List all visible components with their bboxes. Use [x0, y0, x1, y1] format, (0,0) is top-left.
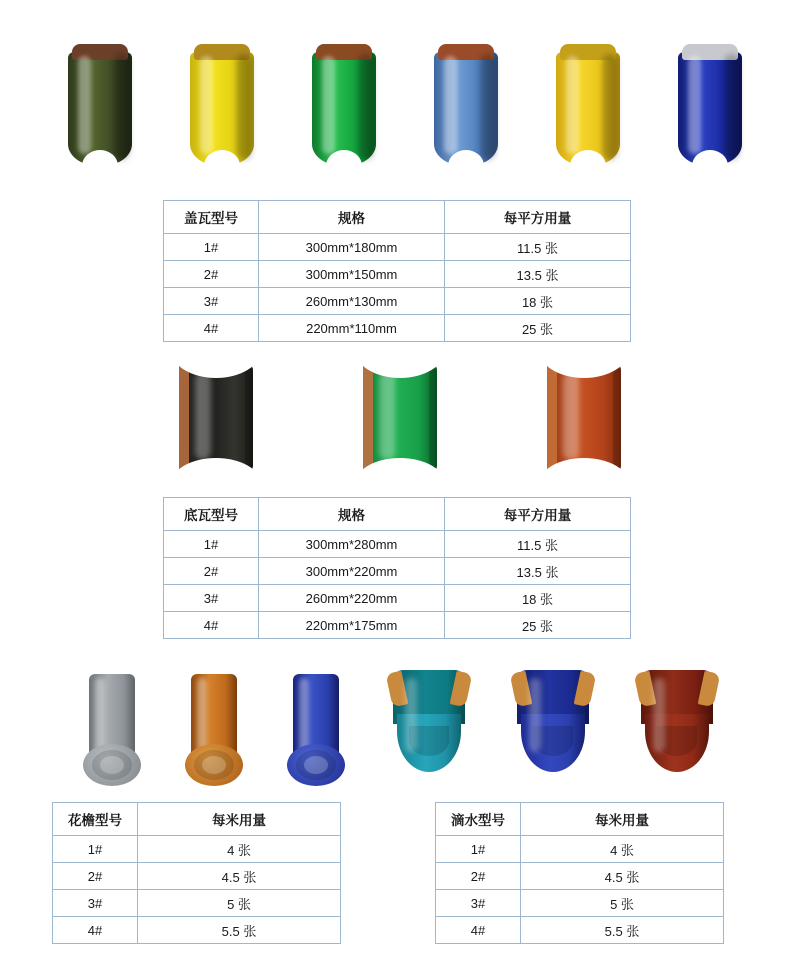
tile-highlight	[200, 56, 213, 154]
tile-highlight	[78, 56, 91, 154]
column-header-model: 盖瓦型号	[164, 201, 259, 234]
cell-model: 2#	[164, 261, 259, 288]
table-row	[164, 558, 631, 585]
cell-size: 300mm*150mm	[259, 261, 445, 288]
eave-and-drip-photo-row	[0, 662, 800, 802]
tile-highlight	[688, 56, 701, 154]
table-row	[53, 890, 341, 917]
tile-shadow	[358, 54, 374, 160]
table-row	[436, 890, 724, 917]
cell-size: 220mm*175mm	[259, 612, 445, 639]
eave-tile-spec-table	[52, 802, 341, 944]
cell-usage: 13.5 张	[445, 261, 631, 288]
tile-end-disc	[83, 744, 141, 786]
table-row	[53, 863, 341, 890]
table-row	[164, 585, 631, 612]
cell-usage: 4 张	[521, 836, 724, 863]
cell-model: 2#	[53, 863, 138, 890]
cell-model: 3#	[164, 288, 259, 315]
table-row	[164, 531, 631, 558]
tile-body	[363, 366, 437, 470]
cell-model: 2#	[164, 558, 259, 585]
cell-model: 4#	[164, 612, 259, 639]
column-header-size: 规格	[259, 201, 445, 234]
tile-shadow	[114, 54, 130, 160]
cell-size: 260mm*220mm	[259, 585, 445, 612]
tile-left-edge	[179, 366, 189, 470]
cell-usage: 18 张	[445, 585, 631, 612]
cell-size: 260mm*130mm	[259, 288, 445, 315]
disc-pattern-center	[202, 756, 226, 774]
cell-usage: 11.5 张	[445, 531, 631, 558]
column-header-model: 花檐型号	[53, 803, 138, 836]
cell-model: 4#	[53, 917, 138, 944]
table-header-row	[164, 201, 631, 234]
tile-highlight	[653, 678, 665, 752]
cell-size: 300mm*180mm	[259, 234, 445, 261]
cell-model: 3#	[53, 890, 138, 917]
tile-shadow	[236, 54, 252, 160]
cell-model: 4#	[164, 315, 259, 342]
table-row	[164, 261, 631, 288]
cell-usage: 5 张	[138, 890, 341, 917]
tile-highlight	[529, 678, 541, 752]
table-row	[436, 917, 724, 944]
cell-model: 4#	[436, 917, 521, 944]
tile-highlight	[195, 372, 211, 460]
tile-highlight	[566, 56, 579, 154]
table-row	[164, 315, 631, 342]
table-row	[164, 234, 631, 261]
base-tile-photo-1	[179, 366, 253, 470]
column-header-usage: 每平方用量	[445, 201, 631, 234]
table-header-row	[164, 498, 631, 531]
tile-right-edge	[613, 366, 621, 470]
tile-body	[179, 366, 253, 470]
tile-highlight	[379, 372, 395, 460]
tile-shadow	[724, 54, 740, 160]
table-row	[53, 836, 341, 863]
tile-left-edge	[363, 366, 373, 470]
cap-tile-spec-table	[163, 200, 631, 342]
base-tile-spec-table	[163, 497, 631, 639]
cap-tile-photo-1	[68, 44, 132, 166]
tile-left-edge	[547, 366, 557, 470]
cell-model: 3#	[164, 585, 259, 612]
table-row	[164, 612, 631, 639]
tile-highlight	[322, 56, 335, 154]
tile-body	[547, 366, 621, 470]
cell-model: 1#	[164, 234, 259, 261]
eave-tile-photo-3	[285, 674, 347, 786]
column-header-usage: 每平方用量	[445, 498, 631, 531]
tile-highlight	[563, 372, 579, 460]
tile-highlight	[444, 56, 457, 154]
table-row	[436, 863, 724, 890]
cap-tile-photo-3	[312, 44, 376, 166]
cap-tile-photo-row	[0, 36, 800, 166]
column-header-model: 底瓦型号	[164, 498, 259, 531]
cell-model: 2#	[436, 863, 521, 890]
cell-size: 300mm*220mm	[259, 558, 445, 585]
cell-size: 300mm*280mm	[259, 531, 445, 558]
table-row	[53, 917, 341, 944]
tile-right-edge	[245, 366, 253, 470]
cell-usage: 13.5 张	[445, 558, 631, 585]
column-header-model: 滴水型号	[436, 803, 521, 836]
cell-model: 3#	[436, 890, 521, 917]
cap-tile-photo-5	[556, 44, 620, 166]
base-tile-photo-2	[363, 366, 437, 470]
cell-model: 1#	[164, 531, 259, 558]
drip-tile-photo-1	[387, 670, 471, 780]
cell-size: 220mm*110mm	[259, 315, 445, 342]
column-header-usage: 每米用量	[138, 803, 341, 836]
cap-tile-photo-2	[190, 44, 254, 166]
table-row	[164, 288, 631, 315]
cell-usage: 4.5 张	[138, 863, 341, 890]
cell-usage: 5.5 张	[521, 917, 724, 944]
tile-shadow	[602, 54, 618, 160]
cap-tile-photo-6	[678, 44, 742, 166]
cap-tile-photo-4	[434, 44, 498, 166]
disc-pattern-center	[100, 756, 124, 774]
cell-usage: 25 张	[445, 315, 631, 342]
drip-tile-photo-3	[635, 670, 719, 780]
drip-tile-photo-2	[511, 670, 595, 780]
cell-model: 1#	[53, 836, 138, 863]
drip-tile-spec-table	[435, 802, 724, 944]
tile-highlight	[405, 678, 417, 752]
tile-end-disc	[185, 744, 243, 786]
tile-end-disc	[287, 744, 345, 786]
table-row	[436, 836, 724, 863]
table-header-row	[53, 803, 341, 836]
cell-model: 1#	[436, 836, 521, 863]
base-tile-photo-3	[547, 366, 621, 470]
eave-tile-photo-1	[81, 674, 143, 786]
cell-usage: 18 张	[445, 288, 631, 315]
cell-usage: 4.5 张	[521, 863, 724, 890]
cell-usage: 4 张	[138, 836, 341, 863]
tile-shadow	[480, 54, 496, 160]
cell-usage: 5 张	[521, 890, 724, 917]
column-header-usage: 每米用量	[521, 803, 724, 836]
eave-tile-photo-2	[183, 674, 245, 786]
disc-pattern-center	[304, 756, 328, 774]
table-header-row	[436, 803, 724, 836]
column-header-size: 规格	[259, 498, 445, 531]
base-tile-photo-row	[0, 358, 800, 470]
cell-usage: 11.5 张	[445, 234, 631, 261]
tile-right-edge	[429, 366, 437, 470]
cell-usage: 25 张	[445, 612, 631, 639]
cell-usage: 5.5 张	[138, 917, 341, 944]
